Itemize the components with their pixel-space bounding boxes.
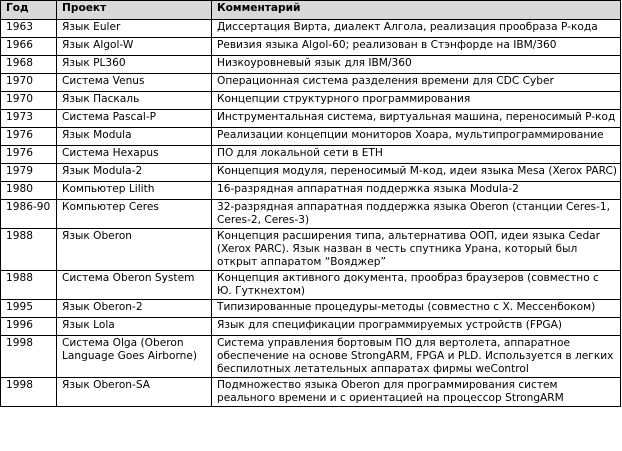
cell-project: Система Olga (Oberon Language Goes Airborne) [57,336,212,378]
cell-year: 1963 [1,20,57,38]
table-row [1,92,621,110]
cell-year: 1966 [1,38,57,56]
cell-year: 1988 [1,229,57,271]
table-row [1,110,621,128]
cell-project: Язык Modula-2 [57,164,212,182]
cell-project: Язык Algol-W [57,38,212,56]
cell-comment: Реализации концепции мониторов Хоара, мультипрограммирование [212,128,621,146]
cell-project: Система Oberon System [57,271,212,300]
cell-comment: Ревизия языка Algol-60; реализован в Стэнфорде на IBM/360 [212,38,621,56]
cell-year: 1970 [1,92,57,110]
cell-year: 1986-90 [1,200,57,229]
cell-comment: Система управления бортовым ПО для вертолета, аппаратное обеспечение на основе StrongARM, FPGA и PLD. Используется в легких беспилотных летательных аппаратах фирмы weControl [212,336,621,378]
cell-comment: Язык для спецификации программируемых устройств (FPGA) [212,318,621,336]
cell-comment: 16-разрядная аппаратная поддержка языка Modula-2 [212,182,621,200]
header-project: Проект [57,1,212,20]
table-header-row [1,1,621,20]
cell-comment: Инструментальная система, виртуальная машина, переносимый P-код [212,110,621,128]
cell-year: 1970 [1,74,57,92]
cell-project: Система Hexapus [57,146,212,164]
table-row [1,378,621,407]
cell-comment: Операционная система разделения времени для CDC Cyber [212,74,621,92]
cell-project: Язык Modula [57,128,212,146]
cell-comment: ПО для локальной сети в ETH [212,146,621,164]
cell-year: 1996 [1,318,57,336]
header-comment: Комментарий [212,1,621,20]
cell-project: Язык PL360 [57,56,212,74]
cell-project: Язык Паскаль [57,92,212,110]
table-row [1,182,621,200]
table-row [1,318,621,336]
table-row [1,146,621,164]
cell-year: 1976 [1,128,57,146]
cell-project: Система Pascal-P [57,110,212,128]
cell-comment: Типизированные процедуры-методы (совместно с Х. Мессенбоком) [212,300,621,318]
cell-year: 1998 [1,378,57,407]
table-row [1,128,621,146]
cell-project: Язык Oberon [57,229,212,271]
cell-comment: Концепция модуля, переносимый M-код, идеи языка Mesa (Xerox PARC) [212,164,621,182]
cell-year: 1976 [1,146,57,164]
table-row [1,74,621,92]
cell-project: Компьютер Ceres [57,200,212,229]
cell-comment: Низкоуровневый язык для IBM/360 [212,56,621,74]
cell-year: 1995 [1,300,57,318]
cell-year: 1998 [1,336,57,378]
cell-project: Язык Oberon-SA [57,378,212,407]
cell-comment: Подмножество языка Oberon для программирования систем реального времени и с ориентацией на процессор StrongARM [212,378,621,407]
table-row [1,200,621,229]
cell-comment: Концепция активного документа, прообраз браузеров (совместно с Ю. Гуткнехтом) [212,271,621,300]
cell-comment: Концепции структурного программирования [212,92,621,110]
cell-project: Язык Oberon-2 [57,300,212,318]
table-row [1,20,621,38]
cell-year: 1980 [1,182,57,200]
cell-year: 1979 [1,164,57,182]
cell-project: Компьютер Lilith [57,182,212,200]
cell-comment: 32-разрядная аппаратная поддержка языка Oberon (станции Ceres-1, Ceres-2, Ceres-3) [212,200,621,229]
cell-comment: Концепция расширения типа, альтернатива ООП, идеи языка Cedar (Xerox PARC). Язык назван в честь спутника Урана, который был открыт аппаратом “Вояджер” [212,229,621,271]
table-row [1,300,621,318]
cell-project: Язык Lola [57,318,212,336]
cell-year: 1988 [1,271,57,300]
table-row [1,229,621,271]
cell-year: 1973 [1,110,57,128]
table-row [1,56,621,74]
table-row [1,164,621,182]
cell-project: Система Venus [57,74,212,92]
table-row [1,336,621,378]
header-year: Год [1,1,57,20]
cell-year: 1968 [1,56,57,74]
table-row [1,271,621,300]
cell-project: Язык Euler [57,20,212,38]
cell-comment: Диссертация Вирта, диалект Алгола, реализация прообраза P-кода [212,20,621,38]
table-row [1,38,621,56]
